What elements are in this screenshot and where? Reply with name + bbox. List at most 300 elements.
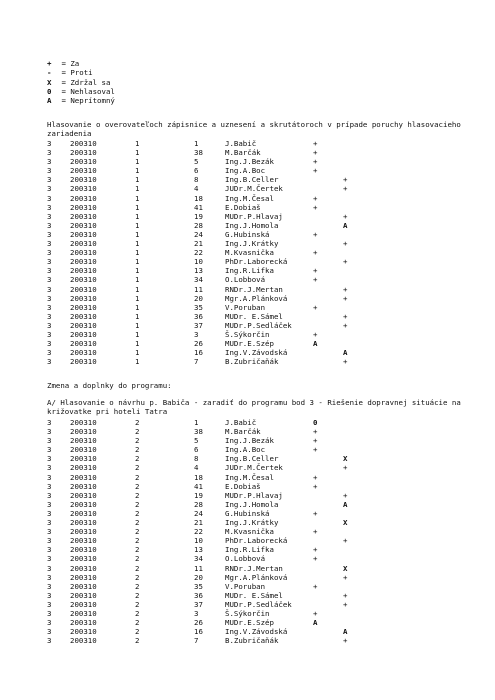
legend-symbol: + xyxy=(47,59,52,68)
session-date: 200310 xyxy=(70,175,97,185)
vote-number: 1 xyxy=(135,148,140,158)
session-number: 3 xyxy=(47,193,52,203)
session-date: 200310 xyxy=(70,311,97,321)
session-number: 3 xyxy=(47,175,52,185)
vote-mark: + xyxy=(313,436,318,446)
session-number: 3 xyxy=(47,554,52,564)
session-number: 3 xyxy=(47,445,52,455)
member-name: Ing.J.Bezák xyxy=(225,436,274,446)
vote-mark: A xyxy=(343,627,348,637)
member-name: Ing.J.Krátky xyxy=(225,239,279,249)
session-number: 3 xyxy=(47,627,52,637)
vote-mark: + xyxy=(343,590,348,600)
session-number: 3 xyxy=(47,618,52,628)
member-id: 18 xyxy=(194,193,203,203)
vote-number: 1 xyxy=(135,211,140,221)
vote-mark: + xyxy=(313,545,318,555)
session-number: 3 xyxy=(47,302,52,312)
member-id: 13 xyxy=(194,545,203,555)
vote-number: 1 xyxy=(135,139,140,148)
vote-mark: + xyxy=(313,554,318,564)
member-id: 16 xyxy=(194,348,203,358)
vote-mark: + xyxy=(343,599,348,609)
member-id: 36 xyxy=(194,590,203,600)
session-date: 200310 xyxy=(70,581,97,591)
member-id: 5 xyxy=(194,157,199,167)
legend-text: = Zdržal sa xyxy=(61,77,111,87)
member-name: Ing.A.Boc xyxy=(225,166,266,176)
member-name: MUDr.P.Hlavaj xyxy=(225,490,283,500)
session-date: 200310 xyxy=(70,184,97,194)
session-number: 3 xyxy=(47,211,52,221)
session-date: 200310 xyxy=(70,472,97,482)
vote-mark: + xyxy=(313,248,318,258)
member-id: 36 xyxy=(194,311,203,321)
member-name: Mgr.A.Plánková xyxy=(225,293,288,303)
member-name: B.Zubričaňák xyxy=(225,357,279,367)
vote-mark: + xyxy=(313,229,318,239)
legend-symbol: - xyxy=(47,68,52,78)
session-number: 3 xyxy=(47,229,52,239)
member-name: Ing.V.Závodská xyxy=(225,627,288,637)
vote-mark: X xyxy=(343,563,348,573)
session-number: 3 xyxy=(47,166,52,176)
member-name: G.Hubinská xyxy=(225,508,270,518)
member-id: 34 xyxy=(194,275,203,285)
session-date: 200310 xyxy=(70,148,97,158)
vote-mark: + xyxy=(343,490,348,500)
vote-mark: + xyxy=(313,329,318,339)
vote-number: 1 xyxy=(135,220,140,230)
session-number: 3 xyxy=(47,293,52,303)
member-name: Ing.J.Krátky xyxy=(225,518,279,528)
session-number: 3 xyxy=(47,636,52,646)
session-number: 3 xyxy=(47,239,52,249)
vote-mark: + xyxy=(343,293,348,303)
vote-mark: + xyxy=(313,266,318,276)
vote-mark: + xyxy=(313,445,318,455)
session-number: 3 xyxy=(47,536,52,546)
legend-item xyxy=(47,68,115,77)
vote-mark: A xyxy=(313,339,318,349)
vote-mark: + xyxy=(313,481,318,491)
session-number: 3 xyxy=(47,499,52,509)
member-id: 20 xyxy=(194,572,203,582)
member-name: MUDr.E.Szép xyxy=(225,618,274,628)
session-date: 200310 xyxy=(70,636,97,646)
member-id: 41 xyxy=(194,202,203,212)
session-date: 200310 xyxy=(70,572,97,582)
vote-number: 2 xyxy=(135,527,140,537)
session-date: 200310 xyxy=(70,357,97,367)
vote-number: 2 xyxy=(135,490,140,500)
session-number: 3 xyxy=(47,275,52,285)
member-name: Mgr.A.Plánková xyxy=(225,572,288,582)
vote-mark: + xyxy=(343,357,348,367)
vote-number: 1 xyxy=(135,229,140,239)
member-id: 3 xyxy=(194,608,199,618)
member-name: MUDr.P.Sedláček xyxy=(225,320,292,330)
section2-title: Zmena a doplnky do programu: xyxy=(47,381,172,390)
session-date: 200310 xyxy=(70,329,97,339)
vote-number: 2 xyxy=(135,508,140,518)
member-name: Ing.R.Lifka xyxy=(225,545,274,555)
member-name: M.Barčák xyxy=(225,148,261,158)
vote-number: 2 xyxy=(135,536,140,546)
vote-number: 1 xyxy=(135,202,140,212)
member-id: 6 xyxy=(194,445,199,455)
vote-number: 2 xyxy=(135,545,140,555)
section1-heading: Hlasovanie o overovateľoch zápisnice a uznesení a skrutátoroch v prípade poruchy hlasovacieho zariadenia xyxy=(47,120,461,139)
vote-number: 1 xyxy=(135,284,140,294)
member-name: PhDr.Laborecká xyxy=(225,257,288,267)
session-date: 200310 xyxy=(70,627,97,637)
member-id: 7 xyxy=(194,357,199,367)
vote-mark: + xyxy=(343,320,348,330)
vote-mark: + xyxy=(343,572,348,582)
vote-mark: 0 xyxy=(313,418,318,427)
legend-item xyxy=(47,78,115,87)
session-number: 3 xyxy=(47,563,52,573)
vote-number: 2 xyxy=(135,427,140,437)
vote-mark: + xyxy=(343,284,348,294)
member-name: Ing.M.Česal xyxy=(225,472,274,482)
member-id: 38 xyxy=(194,427,203,437)
vote-mark: + xyxy=(313,527,318,537)
member-id: 34 xyxy=(194,554,203,564)
member-id: 10 xyxy=(194,257,203,267)
member-name: JUDr.M.Čertek xyxy=(225,184,283,194)
vote-mark: + xyxy=(313,302,318,312)
vote-number: 1 xyxy=(135,329,140,339)
vote-mark: + xyxy=(313,508,318,518)
member-name: O.Lobbová xyxy=(225,554,266,564)
vote-mark: A xyxy=(343,348,348,358)
vote-mark: + xyxy=(343,536,348,546)
member-id: 6 xyxy=(194,166,199,176)
member-id: 11 xyxy=(194,284,203,294)
session-date: 200310 xyxy=(70,608,97,618)
member-id: 13 xyxy=(194,266,203,276)
member-name: Ing.J.Homola xyxy=(225,220,279,230)
member-name: JUDr.M.Čertek xyxy=(225,463,283,473)
session-number: 3 xyxy=(47,581,52,591)
vote-number: 1 xyxy=(135,248,140,258)
member-id: 28 xyxy=(194,220,203,230)
vote-number: 1 xyxy=(135,357,140,367)
session-date: 200310 xyxy=(70,248,97,258)
member-id: 4 xyxy=(194,184,199,194)
session-number: 3 xyxy=(47,148,52,158)
vote-mark: X xyxy=(343,518,348,528)
vote-mark: + xyxy=(313,275,318,285)
member-id: 8 xyxy=(194,175,199,185)
vote-number: 1 xyxy=(135,257,140,267)
member-name: PhDr.Laborecká xyxy=(225,536,288,546)
member-name: E.Dobiaš xyxy=(225,202,261,212)
member-id: 22 xyxy=(194,527,203,537)
session-date: 200310 xyxy=(70,563,97,573)
session-date: 200310 xyxy=(70,527,97,537)
legend-text: = Proti xyxy=(61,68,93,78)
vote-mark: + xyxy=(313,427,318,437)
member-name: MUDr.P.Sedláček xyxy=(225,599,292,609)
session-date: 200310 xyxy=(70,445,97,455)
legend-symbol: X xyxy=(47,77,52,87)
member-name: Ing.J.Homola xyxy=(225,499,279,509)
session-number: 3 xyxy=(47,257,52,267)
member-id: 26 xyxy=(194,618,203,628)
session-date: 200310 xyxy=(70,554,97,564)
member-id: 24 xyxy=(194,229,203,239)
session-number: 3 xyxy=(47,418,52,427)
member-name: V.Poruban xyxy=(225,302,266,312)
vote-number: 1 xyxy=(135,157,140,167)
vote-number: 1 xyxy=(135,275,140,285)
vote-mark: + xyxy=(343,636,348,646)
vote-number: 1 xyxy=(135,302,140,312)
member-id: 4 xyxy=(194,463,199,473)
vote-mark: + xyxy=(343,184,348,194)
vote-number: 2 xyxy=(135,418,140,427)
vote-mark: + xyxy=(313,148,318,158)
session-number: 3 xyxy=(47,527,52,537)
member-id: 21 xyxy=(194,518,203,528)
vote-number: 1 xyxy=(135,184,140,194)
member-name: E.Dobiaš xyxy=(225,481,261,491)
legend-item xyxy=(47,59,115,68)
legend-item xyxy=(47,96,115,105)
vote-mark: + xyxy=(313,472,318,482)
session-number: 3 xyxy=(47,427,52,437)
member-id: 41 xyxy=(194,481,203,491)
session-date: 200310 xyxy=(70,139,97,148)
member-name: V.Poruban xyxy=(225,581,266,591)
session-date: 200310 xyxy=(70,599,97,609)
session-date: 200310 xyxy=(70,463,97,473)
session-number: 3 xyxy=(47,454,52,464)
session-date: 200310 xyxy=(70,293,97,303)
member-name: G.Hubinská xyxy=(225,229,270,239)
session-number: 3 xyxy=(47,472,52,482)
session-date: 200310 xyxy=(70,508,97,518)
vote-number: 2 xyxy=(135,618,140,628)
vote-number: 1 xyxy=(135,293,140,303)
vote-number: 2 xyxy=(135,627,140,637)
vote-number: 1 xyxy=(135,339,140,349)
session-number: 3 xyxy=(47,157,52,167)
member-name: Ing.A.Boc xyxy=(225,445,266,455)
vote-mark: + xyxy=(343,211,348,221)
legend-text: = Nehlasoval xyxy=(61,86,115,96)
session-date: 200310 xyxy=(70,193,97,203)
session-number: 3 xyxy=(47,348,52,358)
session-date: 200310 xyxy=(70,618,97,628)
session-number: 3 xyxy=(47,518,52,528)
legend-symbol: A xyxy=(47,96,52,106)
member-id: 35 xyxy=(194,581,203,591)
vote-mark: + xyxy=(313,581,318,591)
vote-number: 2 xyxy=(135,454,140,464)
legend-text: = Za xyxy=(61,59,80,68)
vote-mark: + xyxy=(343,239,348,249)
vote-mark: A xyxy=(343,499,348,509)
vote-mark: + xyxy=(313,193,318,203)
vote-number: 2 xyxy=(135,518,140,528)
session-number: 3 xyxy=(47,545,52,555)
session-number: 3 xyxy=(47,590,52,600)
session-number: 3 xyxy=(47,357,52,367)
session-number: 3 xyxy=(47,329,52,339)
session-date: 200310 xyxy=(70,239,97,249)
session-date: 200310 xyxy=(70,590,97,600)
vote-number: 1 xyxy=(135,166,140,176)
member-name: Š.Sýkorčin xyxy=(225,329,270,339)
legend-text: = Neprítomný xyxy=(61,96,115,106)
member-id: 38 xyxy=(194,148,203,158)
member-name: M.Kvasnička xyxy=(225,527,274,537)
vote-number: 2 xyxy=(135,472,140,482)
vote-mark: + xyxy=(313,139,318,148)
member-name: Ing.M.Česal xyxy=(225,193,274,203)
vote-number: 1 xyxy=(135,320,140,330)
session-date: 200310 xyxy=(70,339,97,349)
vote-mark: + xyxy=(343,257,348,267)
vote-number: 1 xyxy=(135,266,140,276)
member-name: RNDr.J.Mertan xyxy=(225,563,283,573)
session-date: 200310 xyxy=(70,220,97,230)
vote-number: 2 xyxy=(135,599,140,609)
session-number: 3 xyxy=(47,284,52,294)
vote-mark: + xyxy=(343,311,348,321)
session-date: 200310 xyxy=(70,320,97,330)
vote-mark: + xyxy=(343,463,348,473)
section2-heading: A/ Hlasovanie o návrhu p. Babiča - zaradiť do programu bod 3 - Riešenie dopravnej situácie na križovatke pri hoteli Tatra xyxy=(47,398,461,417)
session-date: 200310 xyxy=(70,481,97,491)
member-id: 7 xyxy=(194,636,199,646)
member-name: Ing.V.Závodská xyxy=(225,348,288,358)
vote-number: 1 xyxy=(135,348,140,358)
member-name: MUDr. E.Sámel xyxy=(225,311,283,321)
member-id: 1 xyxy=(194,418,199,427)
session-date: 200310 xyxy=(70,454,97,464)
member-id: 37 xyxy=(194,320,203,330)
vote-mark: A xyxy=(343,220,348,230)
member-name: RNDr.J.Mertan xyxy=(225,284,283,294)
member-id: 16 xyxy=(194,627,203,637)
member-id: 37 xyxy=(194,599,203,609)
session-number: 3 xyxy=(47,320,52,330)
vote-mark: + xyxy=(313,608,318,618)
session-date: 200310 xyxy=(70,418,97,427)
member-id: 21 xyxy=(194,239,203,249)
vote-number: 2 xyxy=(135,445,140,455)
session-date: 200310 xyxy=(70,302,97,312)
member-name: M.Kvasnička xyxy=(225,248,274,258)
member-name: MUDr.E.Szép xyxy=(225,339,274,349)
session-number: 3 xyxy=(47,311,52,321)
session-number: 3 xyxy=(47,184,52,194)
session-date: 200310 xyxy=(70,211,97,221)
member-id: 19 xyxy=(194,490,203,500)
session-date: 200310 xyxy=(70,275,97,285)
member-id: 5 xyxy=(194,436,199,446)
member-id: 11 xyxy=(194,563,203,573)
member-id: 26 xyxy=(194,339,203,349)
member-id: 22 xyxy=(194,248,203,258)
vote-legend xyxy=(47,59,115,105)
session-number: 3 xyxy=(47,139,52,148)
member-name: Ing.B.Celler xyxy=(225,454,279,464)
session-date: 200310 xyxy=(70,229,97,239)
member-id: 28 xyxy=(194,499,203,509)
session-date: 200310 xyxy=(70,436,97,446)
session-number: 3 xyxy=(47,608,52,618)
member-name: Ing.J.Bezák xyxy=(225,157,274,167)
vote-number: 2 xyxy=(135,463,140,473)
session-number: 3 xyxy=(47,339,52,349)
member-name: Ing.R.Lifka xyxy=(225,266,274,276)
vote-number: 2 xyxy=(135,554,140,564)
member-name: MUDr. E.Sámel xyxy=(225,590,283,600)
member-name: J.Babič xyxy=(225,139,257,148)
vote-mark: + xyxy=(313,166,318,176)
session-number: 3 xyxy=(47,481,52,491)
session-date: 200310 xyxy=(70,257,97,267)
member-id: 35 xyxy=(194,302,203,312)
session-date: 200310 xyxy=(70,490,97,500)
session-date: 200310 xyxy=(70,166,97,176)
session-number: 3 xyxy=(47,436,52,446)
vote-number: 2 xyxy=(135,636,140,646)
session-number: 3 xyxy=(47,202,52,212)
session-number: 3 xyxy=(47,572,52,582)
member-name: MUDr.P.Hlavaj xyxy=(225,211,283,221)
session-date: 200310 xyxy=(70,499,97,509)
member-id: 19 xyxy=(194,211,203,221)
vote-number: 1 xyxy=(135,175,140,185)
member-id: 10 xyxy=(194,536,203,546)
vote-mark: + xyxy=(343,175,348,185)
member-name: Š.Sýkorčin xyxy=(225,608,270,618)
vote-number: 1 xyxy=(135,311,140,321)
member-name: Ing.B.Celler xyxy=(225,175,279,185)
vote-number: 2 xyxy=(135,590,140,600)
session-number: 3 xyxy=(47,599,52,609)
member-name: J.Babič xyxy=(225,418,257,427)
session-number: 3 xyxy=(47,463,52,473)
session-date: 200310 xyxy=(70,284,97,294)
session-date: 200310 xyxy=(70,348,97,358)
session-date: 200310 xyxy=(70,536,97,546)
vote-mark: + xyxy=(313,157,318,167)
member-name: M.Barčák xyxy=(225,427,261,437)
vote-number: 2 xyxy=(135,608,140,618)
vote-number: 2 xyxy=(135,572,140,582)
member-id: 24 xyxy=(194,508,203,518)
member-id: 20 xyxy=(194,293,203,303)
member-id: 3 xyxy=(194,329,199,339)
vote-mark: + xyxy=(313,202,318,212)
vote-mark: X xyxy=(343,454,348,464)
vote-number: 2 xyxy=(135,563,140,573)
member-name: B.Zubričaňák xyxy=(225,636,279,646)
session-number: 3 xyxy=(47,266,52,276)
legend-item xyxy=(47,87,115,96)
vote-number: 1 xyxy=(135,193,140,203)
vote-number: 2 xyxy=(135,499,140,509)
session-date: 200310 xyxy=(70,157,97,167)
